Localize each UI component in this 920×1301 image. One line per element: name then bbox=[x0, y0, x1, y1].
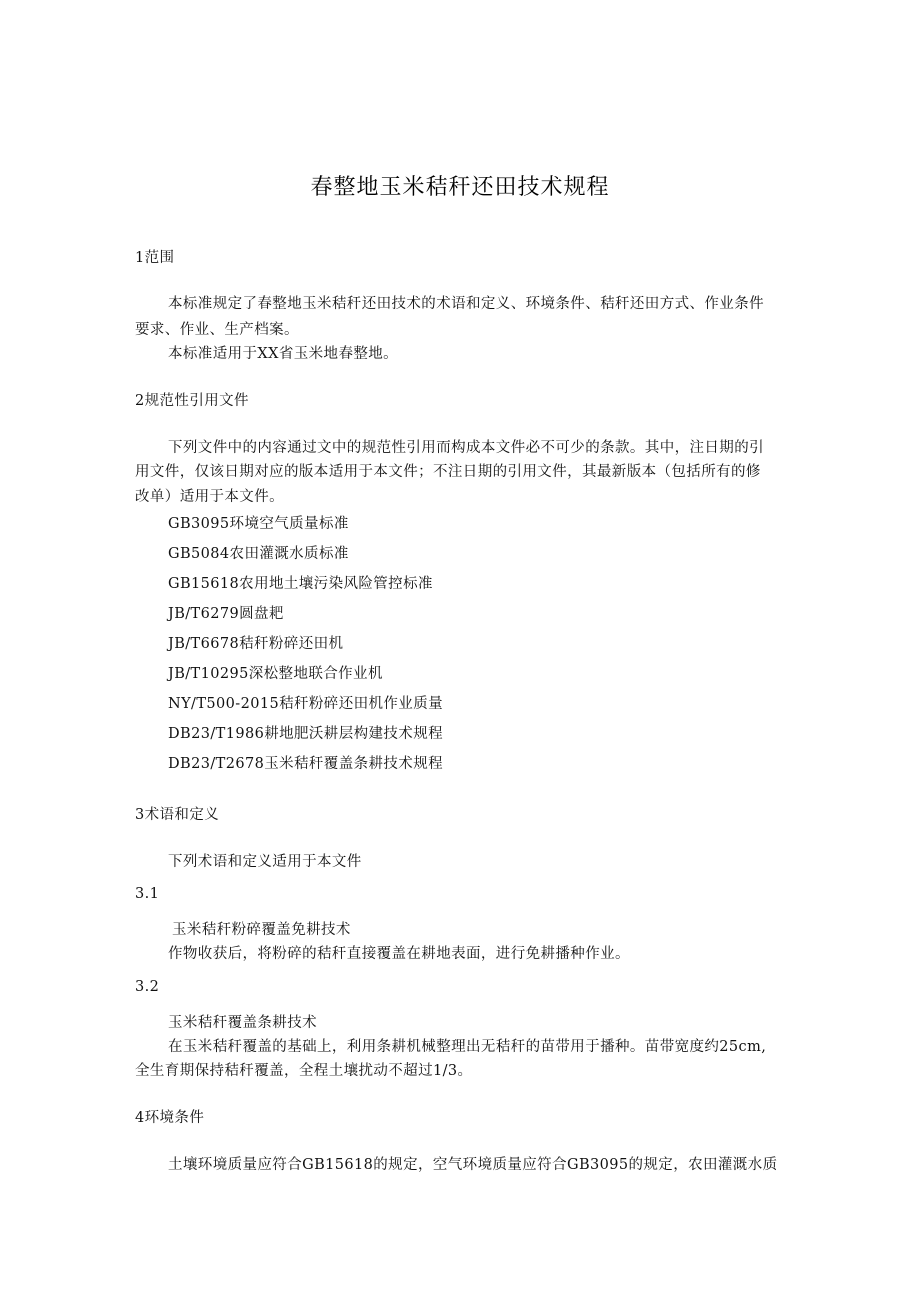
section-1-heading: 1范围 bbox=[135, 250, 175, 266]
section-2-paragraph-line: 用文件，仅该日期对应的版本适用于本文件；不注日期的引用文件，其最新版本（包括所有的修 bbox=[135, 464, 761, 480]
term-3-1-number: 3.1 bbox=[135, 886, 160, 902]
term-3-2-definition-line: 在玉米秸秆覆盖的基础上，利用条耕机械整理出无秸秆的苗带用于播种。苗带宽度约25cm, bbox=[168, 1039, 767, 1055]
reference-item: GB15618农用地土壤污染风险管控标准 bbox=[168, 576, 433, 592]
reference-item: JB/T6678秸秆粉碎还田机 bbox=[168, 636, 344, 652]
section-3-intro: 下列术语和定义适用于本文件 bbox=[168, 854, 362, 870]
document-title: 春整地玉米秸秆还田技术规程 bbox=[310, 175, 610, 200]
section-2-paragraph-line: 下列文件中的内容通过文中的规范性引用而构成本文件必不可少的条款。其中，注日期的引 bbox=[168, 440, 764, 456]
term-3-2-name: 玉米秸秆覆盖条耕技术 bbox=[168, 1015, 317, 1031]
section-2-paragraph-line: 改单）适用于本文件。 bbox=[135, 489, 284, 505]
term-3-2-number: 3.2 bbox=[135, 979, 160, 995]
term-3-1-definition: 作物收获后，将粉碎的秸秆直接覆盖在耕地表面，进行免耕播种作业。 bbox=[168, 946, 630, 962]
section-3-heading: 3术语和定义 bbox=[135, 807, 220, 823]
reference-item: GB3095环境空气质量标准 bbox=[168, 516, 349, 532]
section-1-paragraph-line: 本标准规定了春整地玉米秸秆还田技术的术语和定义、环境条件、秸秆还田方式、作业条件 bbox=[168, 296, 764, 312]
section-1-paragraph-line: 要求、作业、生产档案。 bbox=[135, 322, 299, 338]
reference-item: GB5084农田灌溉水质标准 bbox=[168, 546, 349, 562]
term-3-2-definition-line: 全生育期保持秸秆覆盖，全程土壤扰动不超过1/3。 bbox=[135, 1063, 473, 1079]
reference-item: JB/T10295深松整地联合作业机 bbox=[168, 666, 383, 682]
reference-item: DB23/T1986耕地肥沃耕层构建技术规程 bbox=[168, 726, 443, 742]
reference-item: NY/T500-2015秸秆粉碎还田机作业质量 bbox=[168, 696, 443, 712]
section-1-paragraph: 本标准适用于XX省玉米地春整地。 bbox=[168, 346, 399, 362]
section-4-paragraph-line: 土壤环境质量应符合GB15618的规定，空气环境质量应符合GB3095的规定，农田灌溉水质 bbox=[168, 1157, 778, 1173]
reference-item: JB/T6279圆盘耙 bbox=[168, 606, 284, 622]
section-4-heading: 4环境条件 bbox=[135, 1110, 205, 1126]
section-2-heading: 2规范性引用文件 bbox=[135, 393, 249, 409]
term-3-1-name: 玉米秸秆粉碎覆盖免耕技术 bbox=[172, 922, 351, 938]
reference-item: DB23/T2678玉米秸秆覆盖条耕技术规程 bbox=[168, 756, 443, 772]
